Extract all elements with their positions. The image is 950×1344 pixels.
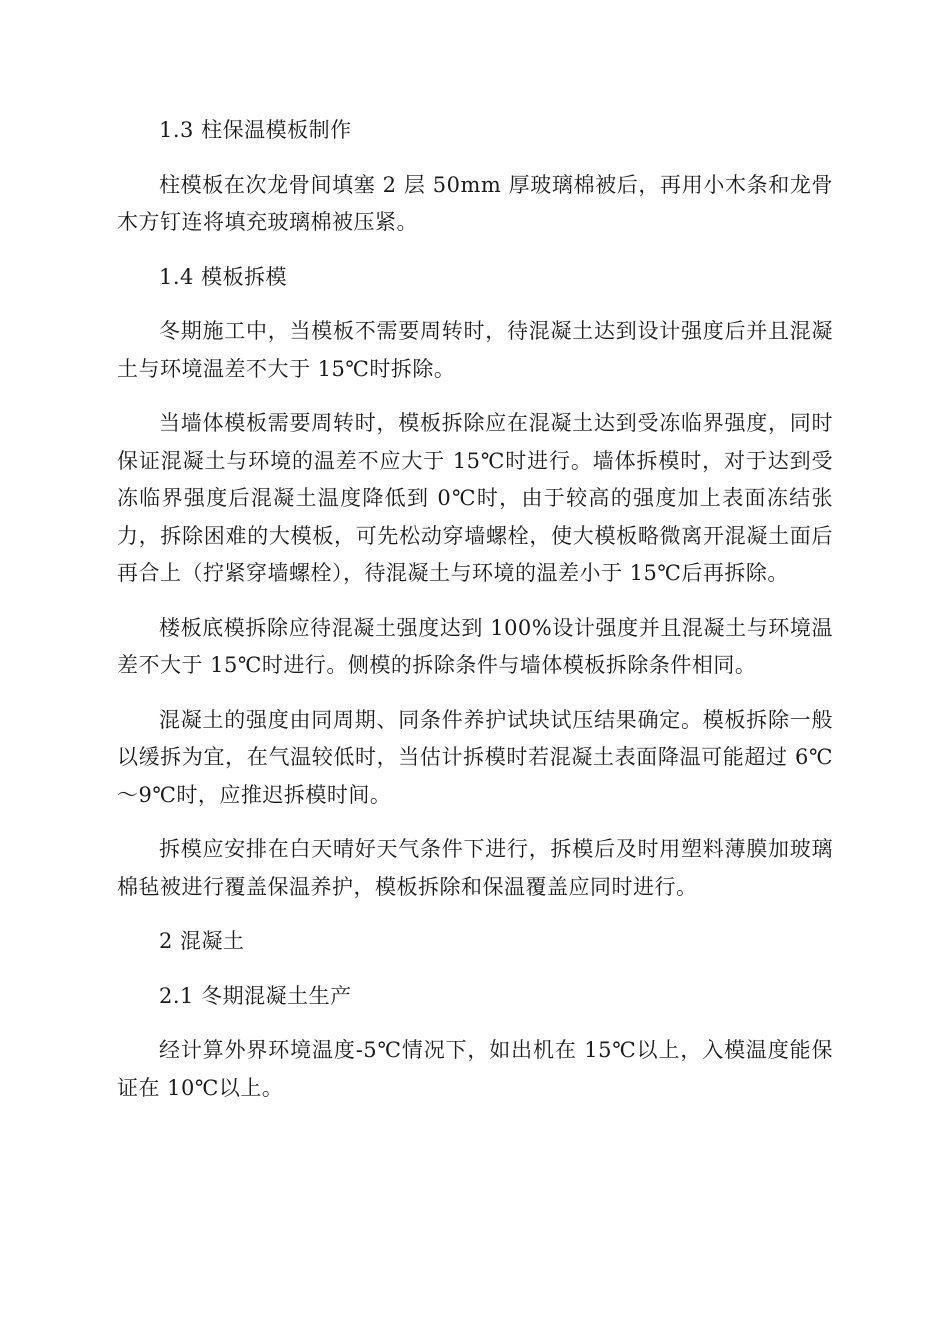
section-1-4-paragraph-1: 冬期施工中，当模板不需要周转时，待混凝土达到设计强度后并且混凝土与环境温差不大于 15℃时拆除。 (117, 319, 833, 381)
section-1-3-paragraph: 柱模板在次龙骨间填塞 2 层 50mm 厚玻璃棉被后，再用小木条和龙骨木方钉连将填充玻璃棉被压紧。 (117, 172, 833, 234)
section-1-4-paragraph-4: 混凝土的强度由同周期、同条件养护试块试压结果确定。模板拆除一般以缓拆为宜，在气温较低时，当估计拆模时若混凝土表面降温可能超过 6℃～9℃时，应推迟拆模时间。 (117, 707, 833, 807)
section-1-3-heading: 1.3 柱保温模板制作 (159, 118, 352, 142)
section-1-4-paragraph-5: 拆模应安排在白天晴好天气条件下进行，拆模后及时用塑料薄膜加玻璃棉毡被进行覆盖保温养护，模板拆除和保温覆盖应同时进行。 (117, 837, 833, 899)
section-1-4-paragraph-3: 楼板底模拆除应待混凝土强度达到 100%设计强度并且混凝土与环境温差不大于 15℃时进行。侧模的拆除条件与墙体模板拆除条件相同。 (117, 615, 833, 677)
document-body (117, 112, 833, 1124)
section-1-4-paragraph-2: 当墙体模板需要周转时，模板拆除应在混凝土达到受冻临界强度，同时保证混凝土与环境的温差不应大于 15℃时进行。墙体拆模时，对于达到受冻临界强度后混凝土温度降低到 0℃时，由于较高的强度加上表面冻结张力，拆除困难的大模板，可先松动穿墙螺栓，使大模板略微离开混凝土面后再合上（拧紧穿墙螺栓），待混凝土与环境的温差小于 15℃后再拆除。 (117, 411, 833, 585)
section-1-4-heading: 1.4 模板拆模 (159, 264, 288, 289)
section-2-1-paragraph: 经计算外界环境温度-5℃情况下，如出机在 15℃以上，入模温度能保证在 10℃以上。 (117, 1038, 833, 1100)
section-2-1-heading: 2.1 冬期混凝土生产 (159, 983, 352, 1008)
section-2-heading: 2 混凝土 (159, 929, 245, 953)
